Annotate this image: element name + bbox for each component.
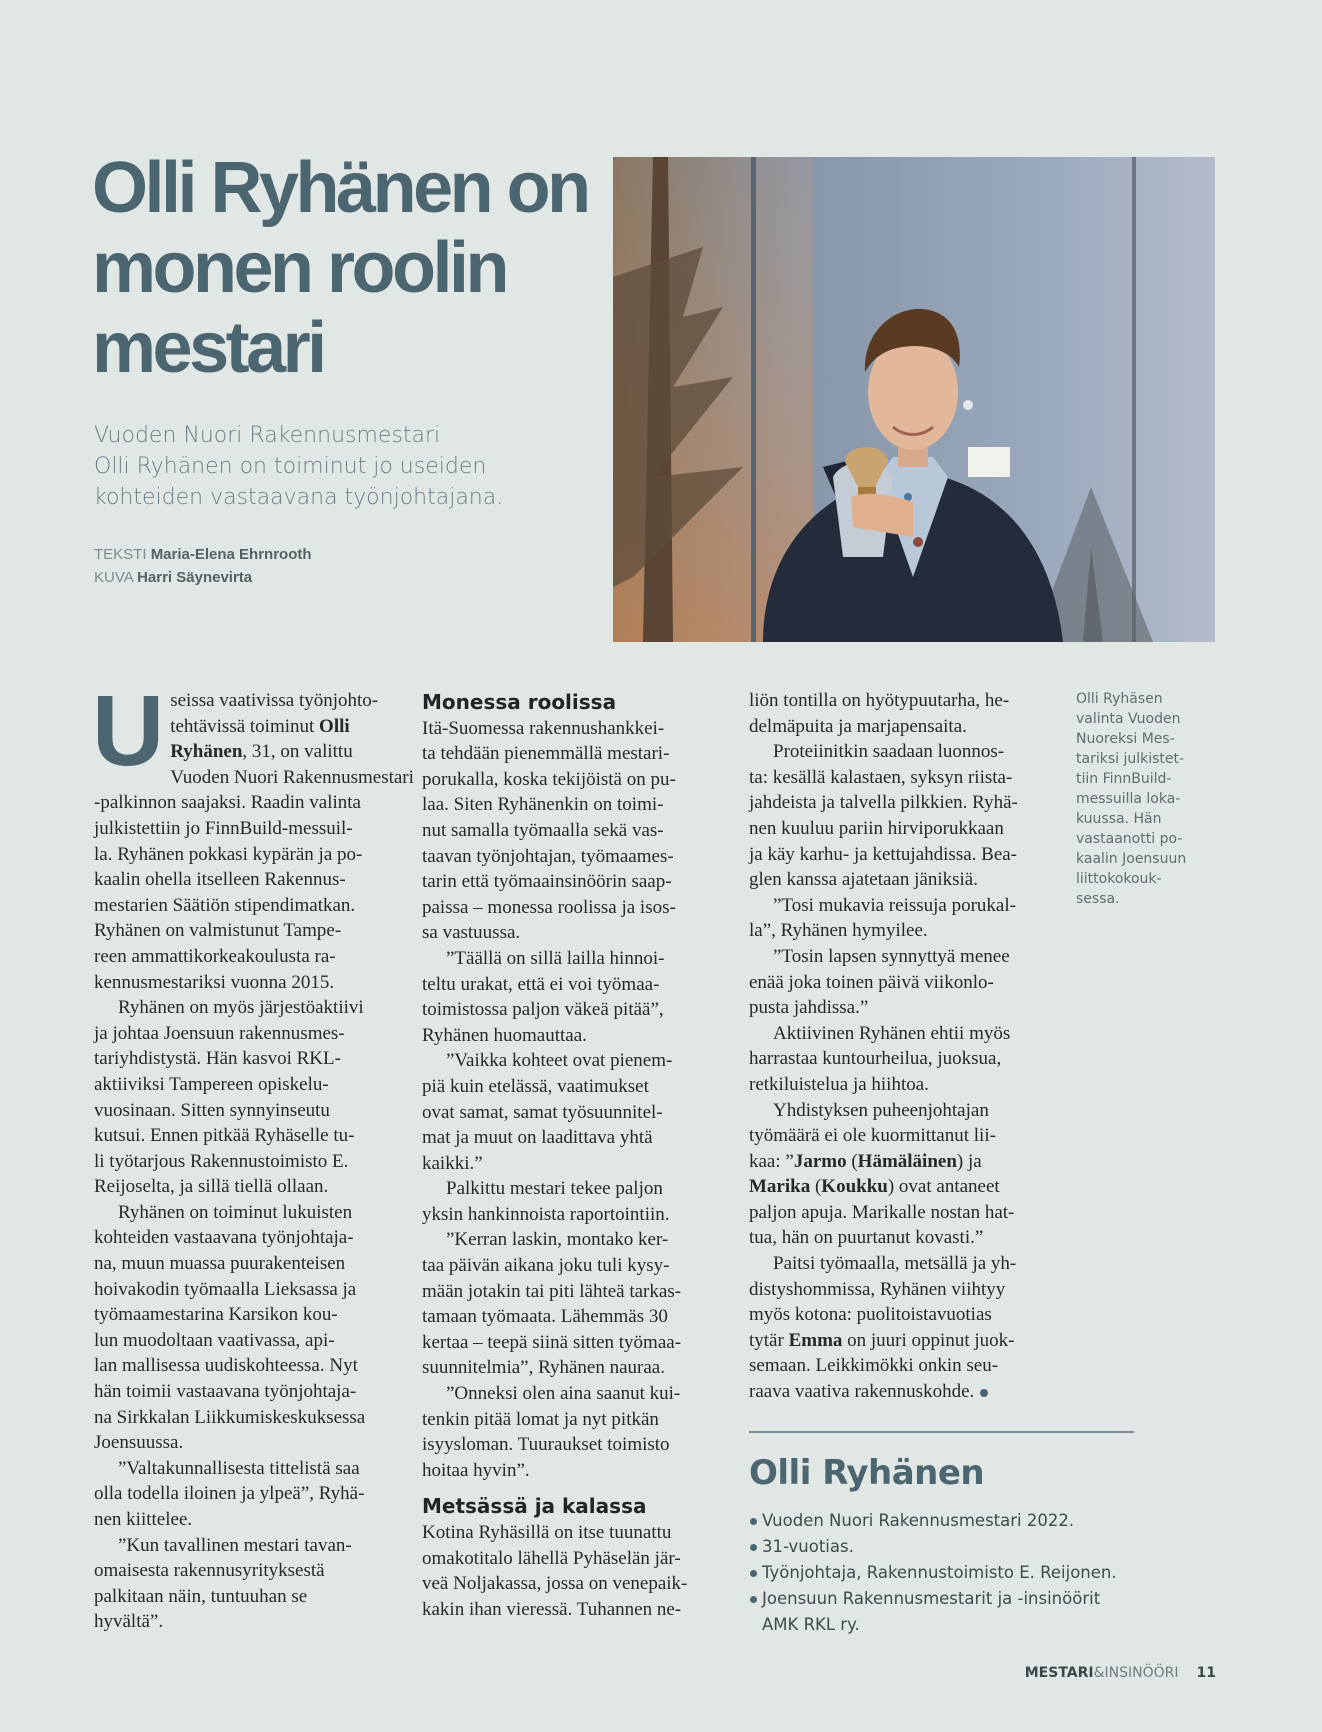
person-name: Ryhänen: [170, 741, 243, 763]
text-line: paissa – monessa roolissa ja isos-: [422, 896, 676, 918]
text-line: porukalla, koska tekijöistä on pu-: [422, 768, 676, 790]
text-line: pusta jahdissa.”: [749, 997, 869, 1019]
text-line: delmäpuita ja marjapensaita.: [749, 715, 967, 737]
text-line: ”Kun tavallinen mestari tavan-: [118, 1534, 352, 1556]
photo-credit-label: KUVA: [94, 569, 133, 586]
text-span: tytär: [749, 1329, 789, 1351]
text-line: reen ammattikorkeakoulusta ra-: [94, 945, 336, 967]
text-span: kaa: ”: [749, 1150, 794, 1172]
headline-line: Olli Ryhänen on: [92, 148, 588, 228]
text-line: tua, hän on puurtanut kovasti.”: [749, 1227, 984, 1249]
text-line: Aktiivinen Ryhänen ehtii myös: [773, 1022, 1011, 1044]
factbox-list: [749, 1508, 1117, 1638]
text-line: kertaa – teepä siinä sitten työmaa-: [422, 1331, 682, 1353]
text-line: yksin hankinnoista raportointiin.: [422, 1203, 670, 1225]
caption-line: tariksi julkistet-: [1076, 751, 1185, 767]
fact-item: Työnjohtaja, Rakennustoimisto E. Reijonen.: [749, 1560, 1117, 1586]
text-line: työmäärä ei ole kuormittanut lii-: [749, 1125, 996, 1147]
caption-line: valinta Vuoden: [1076, 711, 1181, 727]
photographer-name: Harri Säynevirta: [137, 569, 253, 586]
text-line: Kotina Ryhäsillä on itse tuunattu: [422, 1522, 672, 1543]
text-span: tehtävissä toiminut: [170, 715, 320, 737]
text-line: mään jotakin tai piti lähteä tarkas-: [422, 1280, 682, 1302]
person-name: Jarmo: [793, 1150, 847, 1172]
photo-caption: [1076, 689, 1216, 909]
text-line: Palkittu mestari tekee paljon: [446, 1178, 663, 1200]
text-line: Proteiinitkin saadaan luonnos-: [773, 741, 1005, 763]
text-line: jahdeista ja talvella pilkkien. Ryhä-: [749, 792, 1018, 814]
person-name: Hämäläinen: [857, 1150, 957, 1172]
person-name: Olli: [319, 715, 350, 737]
text-span: (: [810, 1176, 822, 1198]
byline: [94, 543, 312, 589]
fact-text-continued: AMK RKL ry.: [762, 1615, 860, 1634]
fact-item: Vuoden Nuori Rakennusmestari 2022.: [749, 1508, 1117, 1534]
text-line: na, muun muassa puurakenteisen: [94, 1253, 346, 1275]
fact-item: 31-vuotias.: [749, 1534, 1117, 1560]
text-line: Reijoselta, ja sillä tiellä ollaan.: [94, 1176, 329, 1198]
text-line: ”Valtakunnallisesta tittelistä saa: [118, 1457, 360, 1479]
text-line: hyvältä”.: [94, 1611, 164, 1633]
text-line: ta: kesällä kalastaen, syksyn riista-: [749, 766, 1013, 788]
text-line: julkistettiin jo FinnBuild-messuil-: [94, 817, 353, 839]
lede: [94, 420, 554, 513]
text-line: myös kotona: puolitoistavuotias: [749, 1304, 992, 1326]
text-line: Itä-Suomessa rakennushankkei-: [422, 717, 665, 739]
caption-line: Nuoreksi Mes-: [1076, 731, 1175, 747]
text-line: ta tehdään pienemmällä mestari-: [422, 743, 670, 765]
text-line: la. Ryhänen pokkasi kypärän ja po-: [94, 843, 363, 865]
text-line: ”Kerran laskin, montako ker-: [446, 1229, 669, 1251]
text-line: teltu urakat, että ei voi työmaa-: [422, 973, 660, 995]
text-line: kaalin ohella itselleen Rakennus-: [94, 869, 346, 891]
text-line: semaan. Leikkimökki onkin seu-: [749, 1355, 999, 1377]
text-span: on juuri oppinut juok-: [842, 1329, 1015, 1351]
text-line: kaikki.”: [422, 1152, 483, 1174]
person-name: Koukku: [821, 1176, 888, 1198]
text-line: la”, Ryhänen hymyilee.: [749, 920, 928, 942]
text-line: taa päivän aikana joku tuli kysy-: [422, 1255, 670, 1277]
person-name: Emma: [788, 1329, 843, 1351]
body-column-1: [92, 675, 414, 1635]
text-line: ovat samat, samat työsuunnitel-: [422, 1101, 663, 1123]
text-line: [749, 1174, 1049, 1200]
drop-cap: U: [92, 675, 165, 787]
text-line: tariyhdistystä. Hän kasvoi RKL-: [94, 1048, 341, 1070]
headline-line: mestari: [92, 308, 324, 388]
subheading: Metsässä ja kalassa: [422, 1494, 647, 1519]
text-line: ”Tosi mukavia reissuja porukal-: [773, 894, 1016, 916]
page-number: 11: [1196, 1665, 1216, 1681]
text-line: seissa vaativissa työnjohto-: [170, 690, 379, 711]
text-line: hoitaa hyvin”.: [422, 1459, 530, 1481]
text-line: harrastaa kuntourheilua, juoksua,: [749, 1048, 1002, 1070]
text-line: nen kuuluu pariin hirviporukkaan: [749, 817, 1004, 839]
text-line: toimistossa paljon väkeä pitää”,: [422, 999, 664, 1021]
text-line: ja käy karhu- ja kettujahdissa. Bea-: [749, 843, 1018, 865]
text-line: distyshommissa, Ryhänen viihtyy: [749, 1278, 1006, 1300]
lede-line: kohteiden vastaavana työnjohtajana.: [94, 485, 504, 510]
text-line: piä kuin etelässä, vaatimukset: [422, 1075, 649, 1097]
factbox-divider: [749, 1431, 1134, 1433]
text-line: taavan työnjohtajan, työmaames-: [422, 845, 674, 867]
text-line: ”Onneksi olen aina saanut kui-: [446, 1383, 681, 1405]
text-line: li työtarjous Rakennustoimisto E.: [94, 1150, 349, 1172]
text-line: kakin ihan vieressä. Tuhannen ne-: [422, 1598, 682, 1620]
page-footer: [1025, 1665, 1216, 1681]
text-line: lan mallisessa uudiskohteessa. Nyt: [94, 1355, 358, 1377]
text-line: olla todella iloinen ja ylpeä”, Ryhä-: [94, 1483, 365, 1505]
caption-line: vastaanotti po-: [1076, 831, 1183, 847]
text-span: ) ovat antaneet: [887, 1176, 1000, 1198]
text-line: nut samalla työmaalla sekä vas-: [422, 819, 664, 841]
factbox-title: Olli Ryhänen: [749, 1453, 985, 1493]
caption-line: sessa.: [1076, 891, 1120, 907]
text-span: ) ja: [956, 1150, 982, 1172]
text-span: (: [846, 1150, 858, 1172]
text-line: veä Noljakassa, jossa on venepaik-: [422, 1573, 688, 1595]
text-line: Paitsi työmaalla, metsällä ja yh-: [773, 1253, 1017, 1275]
text-line: ”Vaikka kohteet ovat pienem-: [446, 1050, 673, 1072]
caption-line: kaalin Joensuun: [1076, 851, 1187, 867]
text-line: nen kiittelee.: [94, 1509, 193, 1530]
text-line: omaisesta rakennusyrityksestä: [94, 1560, 325, 1582]
text-line: työmaamestarina Karsikon kou-: [94, 1304, 338, 1326]
text-line: suunnitelmia”, Ryhänen nauraa.: [422, 1357, 665, 1379]
text-line: aktiiviksi Tampereen opiskelu-: [94, 1073, 329, 1095]
text-line: Ryhänen huomauttaa.: [422, 1024, 587, 1046]
text-line: ja johtaa Joensuun rakennusmes-: [94, 1022, 345, 1044]
text-line: Ryhänen on valmistunut Tampe-: [94, 920, 342, 942]
text-line: -palkinnon saajaksi. Raadin valinta: [94, 792, 361, 814]
caption-line: messuilla loka-: [1076, 791, 1181, 807]
text-line: liön tontilla on hyötypuutarha, he-: [749, 690, 1010, 711]
end-mark-icon: [980, 1389, 988, 1397]
subheading: Monessa roolissa: [422, 690, 617, 714]
text-line: Joensuussa.: [94, 1432, 184, 1454]
text-line: na Sirkkalan Liikkumiskeskuksessa: [94, 1406, 366, 1428]
text-line: palkitaan näin, tuntuuhan se: [94, 1585, 308, 1607]
text-line: lun muodoltaan vaativassa, api-: [94, 1329, 335, 1351]
text-line: hoivakodin työmaalla Lieksassa ja: [94, 1278, 357, 1300]
text-line: tarin että työmaainsinöörin saap-: [422, 871, 672, 893]
text-line: enää joka toinen päivä viikonlo-: [749, 971, 994, 993]
text-line: isyysloman. Tuuraukset toimisto: [422, 1434, 670, 1456]
lede-line: Vuoden Nuori Rakennusmestari: [94, 423, 441, 448]
text-line: tamaan työmaata. Lähemmäs 30: [422, 1306, 668, 1328]
fact-item: [749, 1586, 1117, 1638]
text-line: kohteiden vastaavana työnjohtaja-: [94, 1227, 354, 1249]
page-title: [92, 148, 612, 388]
text-line: glen kanssa ajatetaan jäniksiä.: [749, 869, 978, 891]
person-name: Marika: [749, 1176, 811, 1198]
author-name: Maria-Elena Ehrnrooth: [150, 546, 312, 563]
magazine-brand-rest: &INSINÖÖRI: [1093, 1665, 1179, 1681]
text-line: ”Tosin lapsen synnyttyä menee: [773, 945, 1010, 967]
text-line: Yhdistyksen puheenjohtajan: [773, 1099, 989, 1121]
text-line: mestarien Säätiön stipendimatkan.: [94, 894, 356, 916]
text-credit-label: TEKSTI: [94, 546, 147, 563]
text-line: Ryhänen on toiminut lukuisten: [118, 1201, 353, 1223]
body-column-3: [749, 688, 1049, 1405]
caption-line: tiin FinnBuild-: [1076, 771, 1172, 787]
text-line: kennusmestariksi vuonna 2015.: [94, 971, 335, 993]
text-line: ”Täällä on sillä lailla hinnoi-: [446, 947, 665, 969]
text-line: [749, 1328, 1049, 1354]
caption-line: liittokokouk-: [1076, 871, 1162, 887]
text-span: , 31, on valittu: [242, 741, 353, 763]
caption-line: kuussa. Hän: [1076, 811, 1162, 827]
lede-line: Olli Ryhänen on toiminut jo useiden: [94, 454, 487, 479]
text-span: raava vaativa rakennuskohde.: [749, 1381, 975, 1403]
headline-line: monen roolin: [92, 228, 506, 308]
text-line: mat ja muut on laadittava yhtä: [422, 1127, 653, 1149]
text-line: laa. Siten Ryhänenkin on toimi-: [422, 794, 664, 816]
text-line: retkiluistelua ja hiihtoa.: [749, 1073, 929, 1095]
text-line: [749, 1149, 1049, 1175]
text-line: Vuoden Nuori Rakennusmestari: [170, 766, 414, 788]
fact-text: Joensuun Rakennusmestarit ja -insinöörit: [762, 1589, 1101, 1608]
text-line: sa vastuussa.: [422, 922, 521, 944]
caption-line: Olli Ryhäsen: [1076, 691, 1163, 707]
text-line: vuosinaan. Sitten synnyinseutu: [94, 1099, 330, 1121]
text-line: tenkin pitää lomat ja nyt pitkän: [422, 1408, 659, 1430]
body-column-2: [422, 690, 722, 1622]
text-line: [749, 1379, 1049, 1405]
text-line: kutsui. Ennen pitkää Ryhäselle tu-: [94, 1125, 355, 1147]
text-line: paljon apuja. Marikalle nostan hat-: [749, 1201, 1015, 1223]
text-line: Ryhänen on myös järjestöaktiivi: [118, 997, 364, 1019]
portrait-photo: [613, 157, 1215, 642]
text-line: omakotitalo lähellä Pyhäselän jär-: [422, 1547, 681, 1569]
text-line: hän toimii vastaavana työnjohtaja-: [94, 1381, 357, 1403]
magazine-brand-bold: MESTARI: [1024, 1665, 1094, 1681]
